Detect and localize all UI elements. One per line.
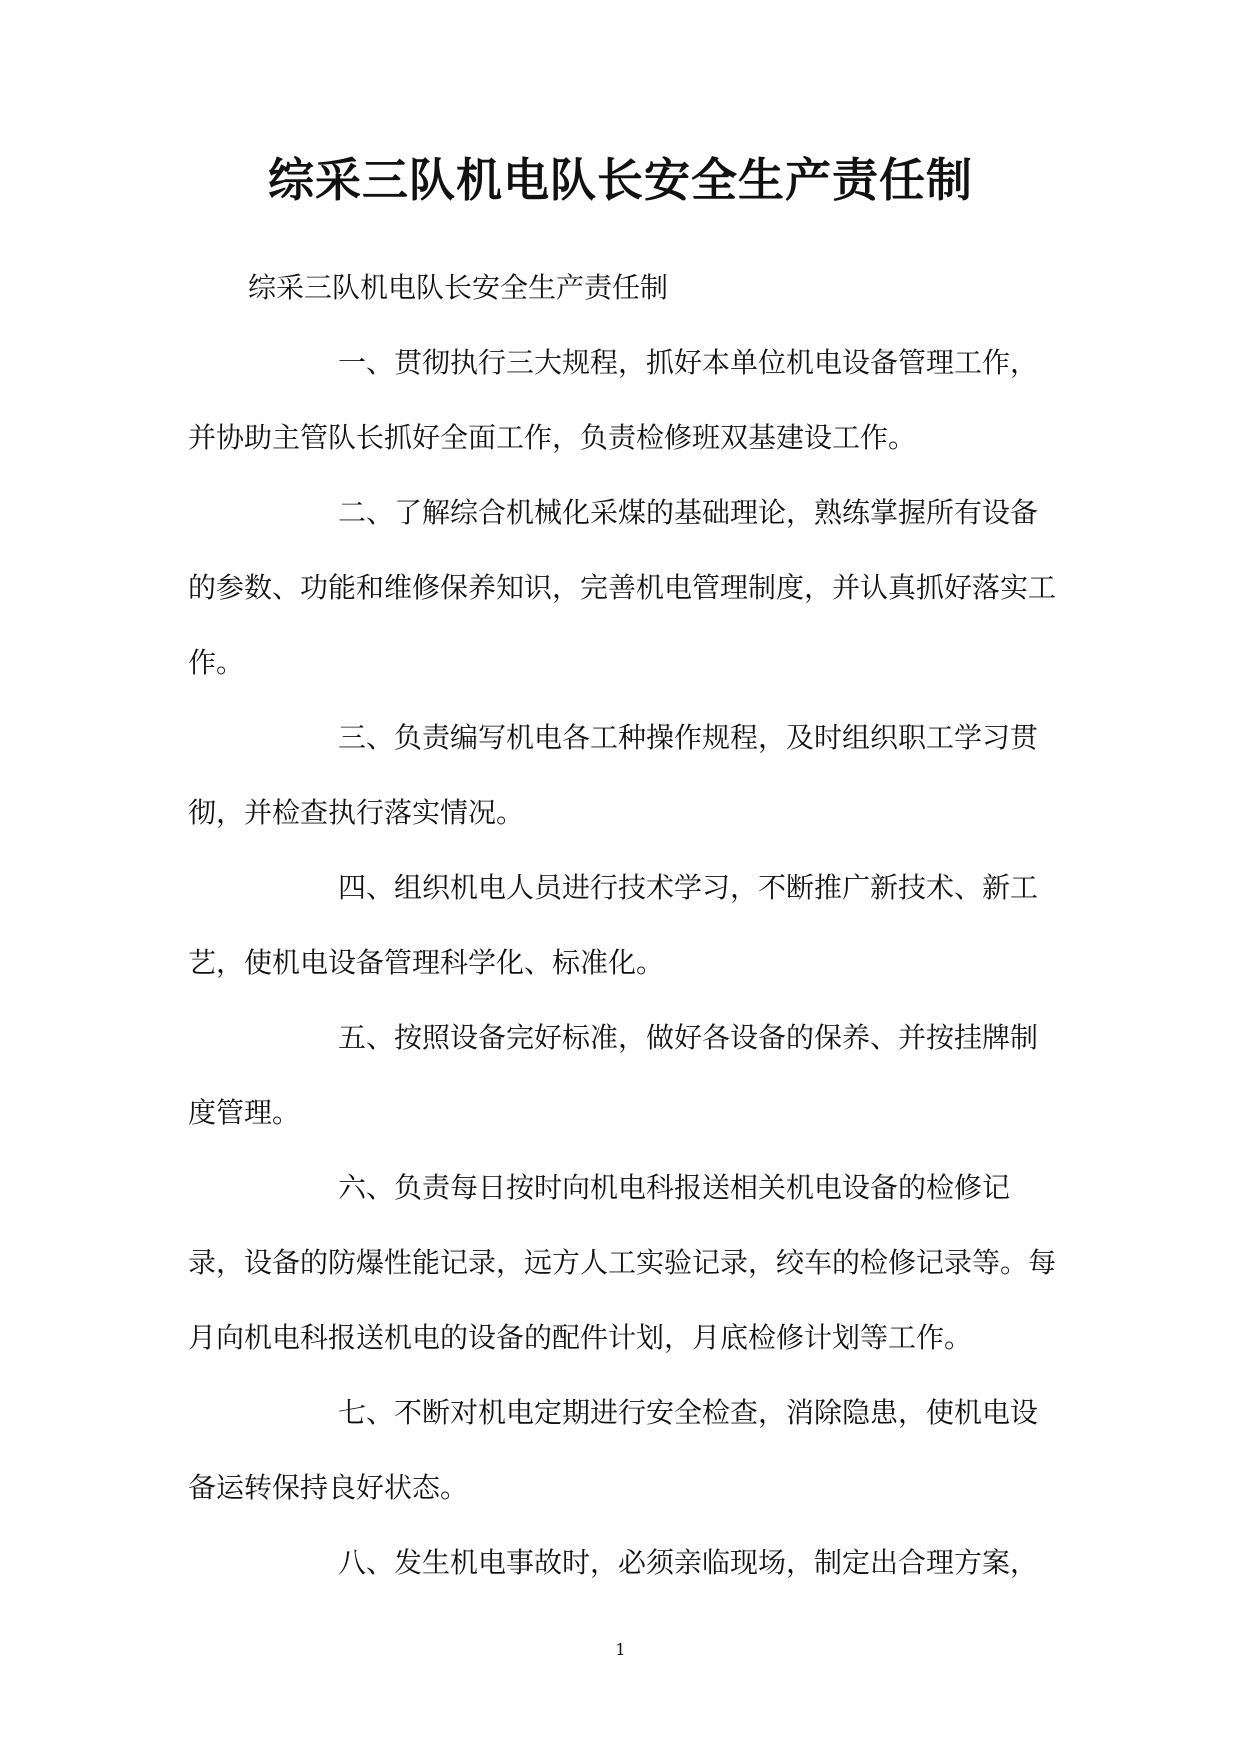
paragraph-8: 八、发生机电事故时，必须亲临现场，制定出合理方案， bbox=[338, 1546, 1039, 1579]
document-body bbox=[188, 250, 1058, 1600]
document-subtitle: 综采三队机电队长安全生产责任制 bbox=[248, 271, 669, 304]
paragraph-2: 二、了解综合机械化采煤的基础理论，熟练掌握所有设备的参数、功能和维修保养知识，完善机电管理制度，并认真抓好落实工作。 bbox=[188, 496, 1057, 679]
paragraph-1: 一、贯彻执行三大规程，抓好本单位机电设备管理工作，并协助主管队长抓好全面工作，负责检修班双基建设工作。 bbox=[188, 346, 1039, 454]
paragraph-3: 三、负责编写机电各工种操作规程，及时组织职工学习贯彻，并检查执行落实情况。 bbox=[188, 721, 1039, 829]
paragraph-7: 七、不断对机电定期进行安全检查，消除隐患，使机电设备运转保持良好状态。 bbox=[188, 1396, 1039, 1504]
document-title: 综采三队机电队长安全生产责任制 bbox=[268, 153, 973, 207]
paragraph-4: 四、组织机电人员进行技术学习，不断推广新技术、新工艺，使机电设备管理科学化、标准化。 bbox=[188, 871, 1039, 979]
paragraph-6: 六、负责每日按时向机电科报送相关机电设备的检修记录，设备的防爆性能记录，远方人工实验记录，绞车的检修记录等。每月向机电科报送机电的设备的配件计划，月底检修计划等工作。 bbox=[188, 1171, 1057, 1354]
paragraph-5: 五、按照设备完好标准，做好各设备的保养、并按挂牌制度管理。 bbox=[188, 1021, 1039, 1129]
page-number: 1 bbox=[615, 1640, 626, 1659]
